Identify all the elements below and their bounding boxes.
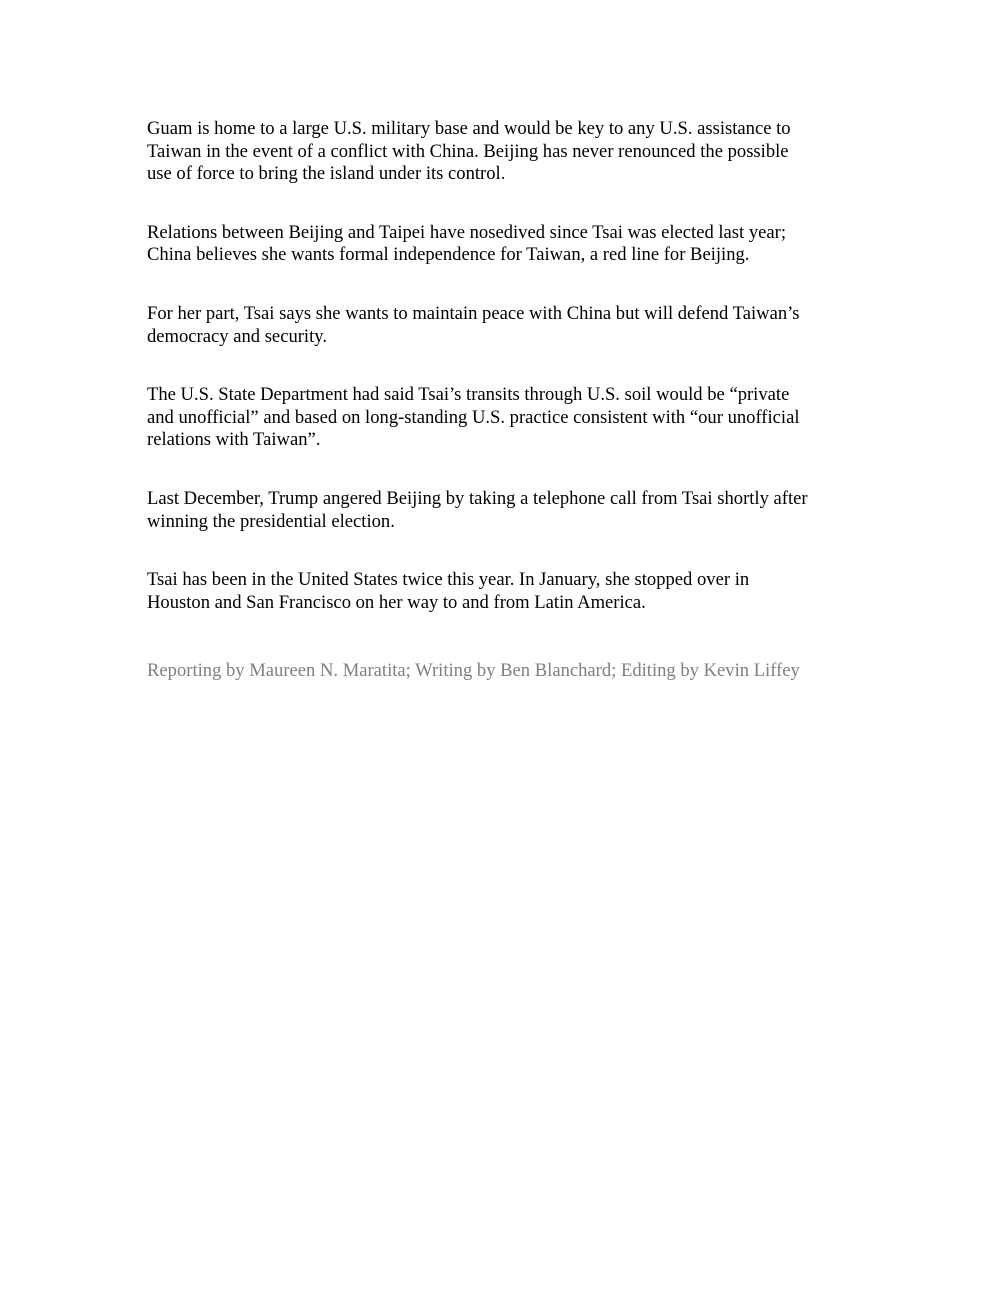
article-credit: Reporting by Maureen N. Maratita; Writing by Ben Blanchard; Editing by Kevin Liffey [147, 660, 800, 682]
paragraph-state-department: The U.S. State Department had said Tsai’s transits through U.S. soil would be “private and unofficial” and based on long-standing U.S. practice consistent with “our unofficial relations with Taiwan”. [147, 384, 800, 451]
paragraph-guam: Guam is home to a large U.S. military base and would be key to any U.S. assistance to Taiwan in the event of a conflict with China. Beijing has never renounced the possible use of force to bring the island under its control. [147, 118, 791, 185]
paragraph-tsai-peace: For her part, Tsai says she wants to maintain peace with China but will defend Taiwan’s democracy and security. [147, 302, 800, 347]
paragraph-tsai-visits: Tsai has been in the United States twice this year. In January, she stopped over in Houston and San Francisco on her way to and from Latin America. [147, 569, 750, 613]
paragraph-trump-call: Last December, Trump angered Beijing by taking a telephone call from Tsai shortly after winning the presidential election. [147, 487, 808, 532]
paragraph-relations: Relations between Beijing and Taipei have nosedived since Tsai was elected last year; China believes she wants formal independence for Taiwan, a red line for Beijing. [147, 221, 787, 266]
article-body [147, 118, 867, 683]
